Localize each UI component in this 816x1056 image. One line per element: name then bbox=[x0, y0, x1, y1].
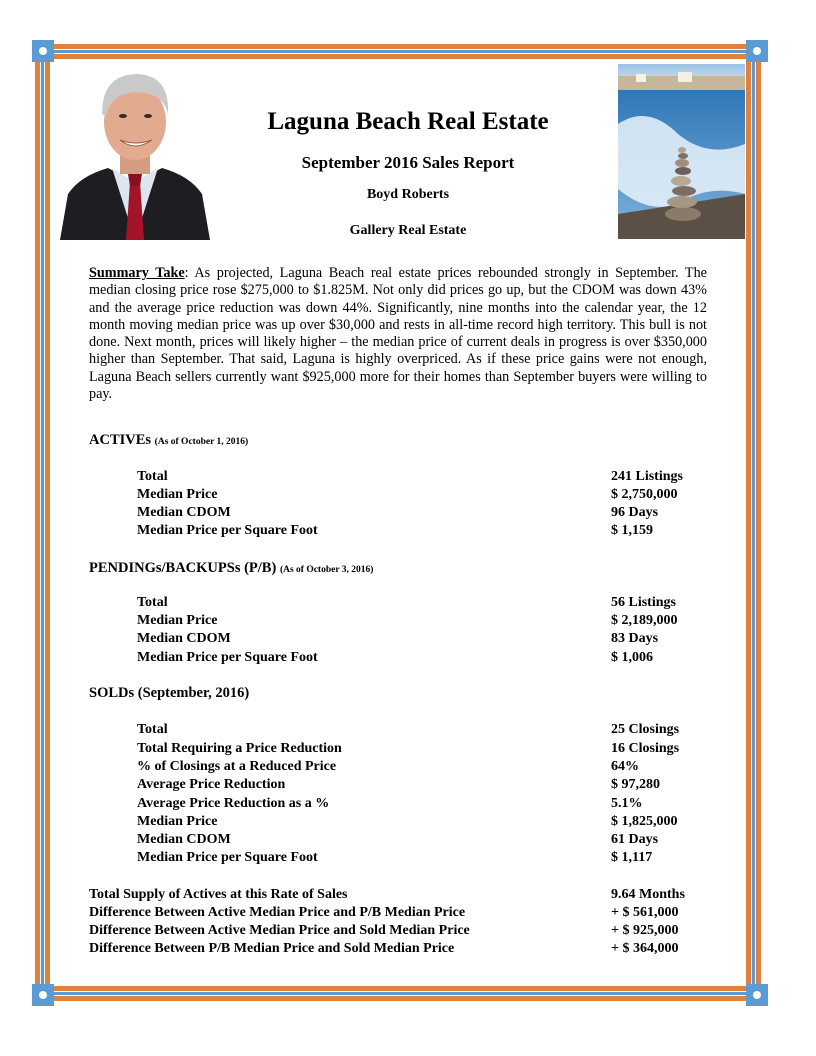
beach-cairn-photo bbox=[618, 64, 745, 239]
frame-corner-top-right bbox=[746, 40, 768, 62]
agent-portrait bbox=[60, 64, 210, 240]
summary-lead: Summary Take bbox=[89, 265, 185, 281]
frame-corner-top-left bbox=[32, 40, 54, 62]
frame-corner-bottom-left bbox=[32, 984, 54, 1006]
frame-corner-bottom-right bbox=[746, 984, 768, 1006]
report-title: Laguna Beach Real Estate bbox=[267, 108, 549, 135]
frame-top-orange bbox=[42, 44, 762, 49]
report-author: Boyd Roberts bbox=[366, 187, 450, 202]
report-subtitle: September 2016 Sales Report bbox=[301, 153, 515, 172]
frame-left-blue bbox=[41, 50, 44, 1000]
frame-right-orange-inner bbox=[756, 50, 761, 1000]
frame-left-orange-inner bbox=[45, 50, 50, 1000]
section-heading-pendings: PENDINGs/BACKUPSs (P/B) (As of October 3, 2016) bbox=[89, 560, 374, 576]
summary-body: : As projected, Laguna Beach real estate prices rebounded strongly in September. The median closing price rose $275,000 to $1.825M. Not only did prices go up, but the CDOM was down 43% and the average price reduction was down 44%. Significantly, nine months into the calendar year, the 12 month moving median price was up over $30,000 and rests in all-time record high territory. This bull is not done. Next month, prices will likely higher – the median price of current deals in progress is over $350,000 higher than September. That said, Laguna is highly overpriced. As if these price gains were not enough, Laguna Beach sellers currently want $925,000 more for their homes than September buyers were willing to pay. bbox=[89, 265, 707, 403]
frame-bottom-orange bbox=[42, 986, 762, 991]
report-company: Gallery Real Estate bbox=[349, 223, 467, 238]
section-note-pendings: (As of October 3, 2016) bbox=[279, 565, 374, 575]
frame-top-blue bbox=[42, 50, 762, 53]
frame-top-orange-inner bbox=[42, 54, 762, 59]
frame-bottom-blue bbox=[42, 992, 762, 995]
section-heading-actives: ACTIVEs (As of October 1, 2016) bbox=[89, 432, 249, 448]
section-note-actives: (As of October 1, 2016) bbox=[154, 437, 249, 447]
frame-right-orange bbox=[746, 50, 751, 1000]
frame-right-blue bbox=[752, 50, 755, 1000]
section-heading-solds: SOLDs (September, 2016) bbox=[89, 685, 250, 701]
summary-paragraph bbox=[89, 265, 707, 403]
frame-left-orange bbox=[35, 50, 40, 1000]
frame-bottom-orange-inner bbox=[42, 996, 762, 1001]
